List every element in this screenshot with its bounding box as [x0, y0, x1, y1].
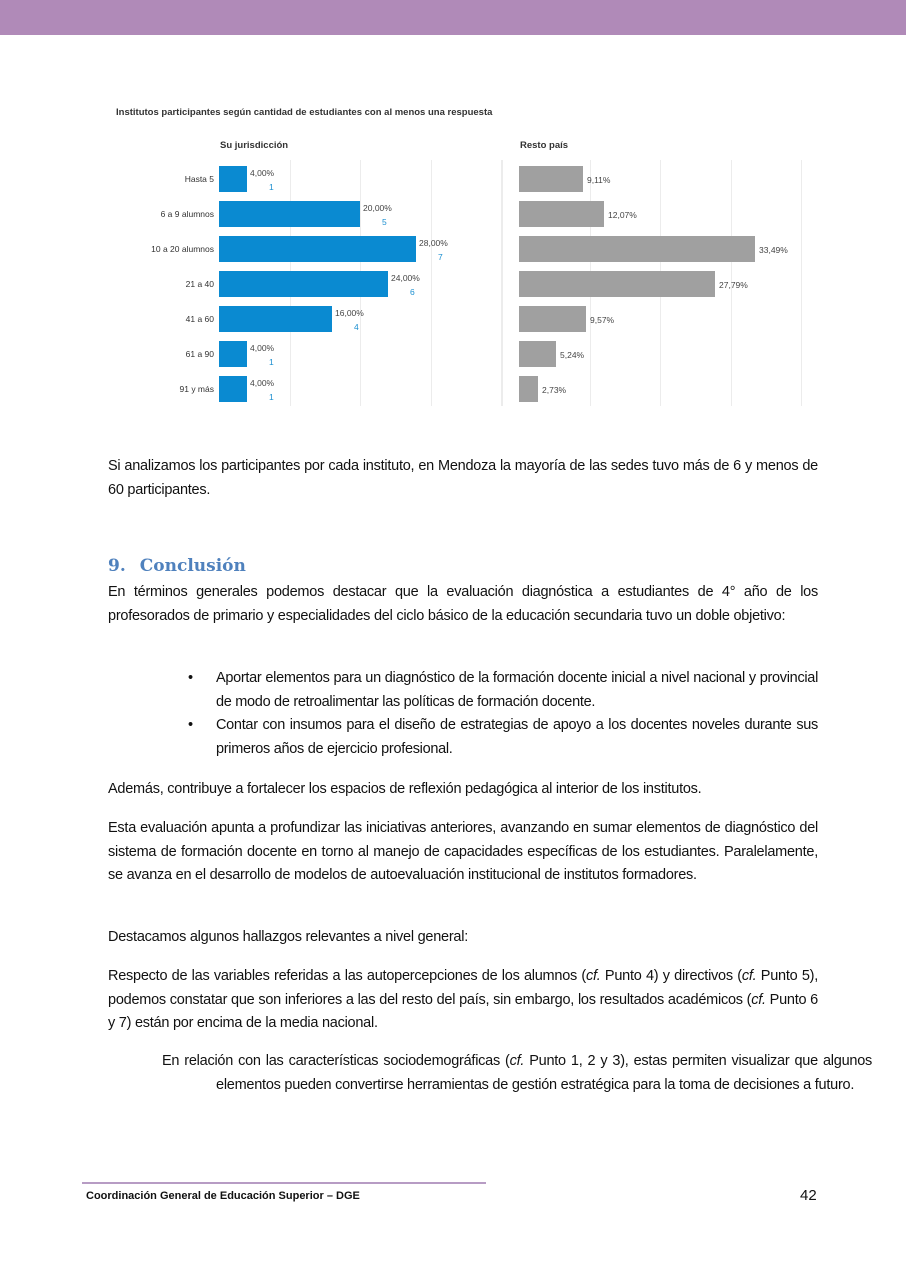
paragraph-hallazgos: Destacamos algunos hallazgos relevantes a nivel general: [108, 929, 468, 945]
bar-jurisdiccion [219, 376, 247, 402]
count-label: 5 [382, 217, 387, 227]
value-label: 9,11% [587, 175, 611, 185]
count-label: 6 [410, 287, 415, 297]
objectives-list [186, 667, 818, 761]
bar-resto-pais [519, 201, 604, 227]
footer-text: Coordinación General de Educación Superior – DGE [86, 1190, 360, 1202]
paragraph-evaluacion: Esta evaluación apunta a profundizar las iniciativas anteriores, avanzando en sumar elementos de diagnóstico del sistema de formación docente en torno al manejo de capacidades específicas de los estudiantes. Paralelamente, se avanza en el desarrollo de modelos de autoevaluación institucional de institutos formadores. [108, 820, 818, 883]
header-band [0, 0, 906, 35]
bar-resto-pais [519, 236, 755, 262]
bar-resto-pais [519, 376, 538, 402]
category-label: 41 a 60 [185, 314, 214, 324]
paragraph-sociodemograficas: En relación con las características sociodemográficas (cf. Punto 1, 2 y 3), estas permiten visualizar que algunos elementos pueden convertirse herramientas de gestión estratégica para la toma de decisiones a futuro. [162, 1053, 873, 1093]
chart-title: Institutos participantes según cantidad de estudiantes con al menos una respuesta [116, 107, 493, 118]
bar-jurisdiccion [219, 166, 247, 192]
panel-title-jurisdiccion: Su jurisdicción [220, 140, 289, 151]
bullet-icon: • [188, 670, 193, 686]
bar-resto-pais [519, 166, 583, 192]
value-label: 9,57% [590, 315, 615, 325]
count-label: 4 [354, 322, 359, 332]
count-label: 1 [269, 392, 274, 402]
value-label: 12,07% [608, 210, 637, 220]
category-label: 21 a 40 [185, 279, 214, 289]
category-label: 10 a 20 alumnos [151, 244, 214, 254]
gridline [431, 160, 432, 406]
count-label: 1 [269, 182, 274, 192]
bullet-icon: • [188, 717, 193, 733]
value-label: 27,79% [719, 280, 748, 290]
bar-jurisdiccion [219, 201, 360, 227]
value-label: 4,00% [250, 378, 275, 388]
value-label: 4,00% [250, 343, 275, 353]
panel-title-resto-pais: Resto país [520, 140, 569, 151]
gridline [502, 160, 503, 406]
gridline [801, 160, 802, 406]
paragraph-ademas: Además, contribuye a fortalecer los espacios de reflexión pedagógica al interior de los institutos. [108, 781, 702, 797]
bar-jurisdiccion [219, 341, 247, 367]
bar-resto-pais [519, 306, 586, 332]
section-heading [108, 556, 246, 576]
value-label: 28,00% [419, 238, 448, 248]
section-number: 9. [108, 556, 126, 576]
value-label: 4,00% [250, 168, 275, 178]
bar-jurisdiccion [219, 236, 416, 262]
list-item: • Contar con insumos para el diseño de estrategias de apoyo a los docentes noveles durante sus primeros años de ejercicio profesional. [186, 714, 818, 761]
category-label: 61 a 90 [185, 349, 214, 359]
paragraph-participants: Si analizamos los participantes por cada instituto, en Mendoza la mayoría de las sedes tuvo más de 6 y menos de 60 participantes. [108, 458, 818, 498]
bar-resto-pais [519, 341, 556, 367]
paragraph-intro: En términos generales podemos destacar que la evaluación diagnóstica a estudiantes de 4° año de los profesorados de primario y especialidades del ciclo básico de la educación secundaria tuvo un doble objetivo: [108, 584, 818, 624]
value-label: 20,00% [363, 203, 392, 213]
page-number: 42 [800, 1187, 817, 1204]
section-title: Conclusión [139, 556, 246, 576]
category-label: 6 a 9 alumnos [160, 209, 214, 219]
paragraph-variables: Respecto de las variables referidas a las autopercepciones de los alumnos (cf. Punto 4) y directivos (cf. Punto 5), podemos constatar que son inferiores a las del resto del país, sin embargo, los resultados académicos (cf. Punto 6 y 7) están por encima de la media nacional. [108, 968, 818, 1031]
bar-jurisdiccion [219, 271, 388, 297]
count-label: 1 [269, 357, 274, 367]
value-label: 33,49% [759, 245, 788, 255]
count-label: 7 [438, 252, 443, 262]
footer-divider [82, 1182, 486, 1184]
category-label: Hasta 5 [184, 174, 214, 184]
value-label: 16,00% [335, 308, 364, 318]
value-label: 5,24% [560, 350, 585, 360]
bar-resto-pais [519, 271, 715, 297]
category-label: 91 y más [179, 384, 214, 394]
value-label: 2,73% [542, 385, 567, 395]
list-item: • Aportar elementos para un diagnóstico de la formación docente inicial a nivel nacional y provincial de modo de retroalimentar las políticas de formación docente. [186, 667, 818, 714]
bar-jurisdiccion [219, 306, 332, 332]
value-label: 24,00% [391, 273, 420, 283]
